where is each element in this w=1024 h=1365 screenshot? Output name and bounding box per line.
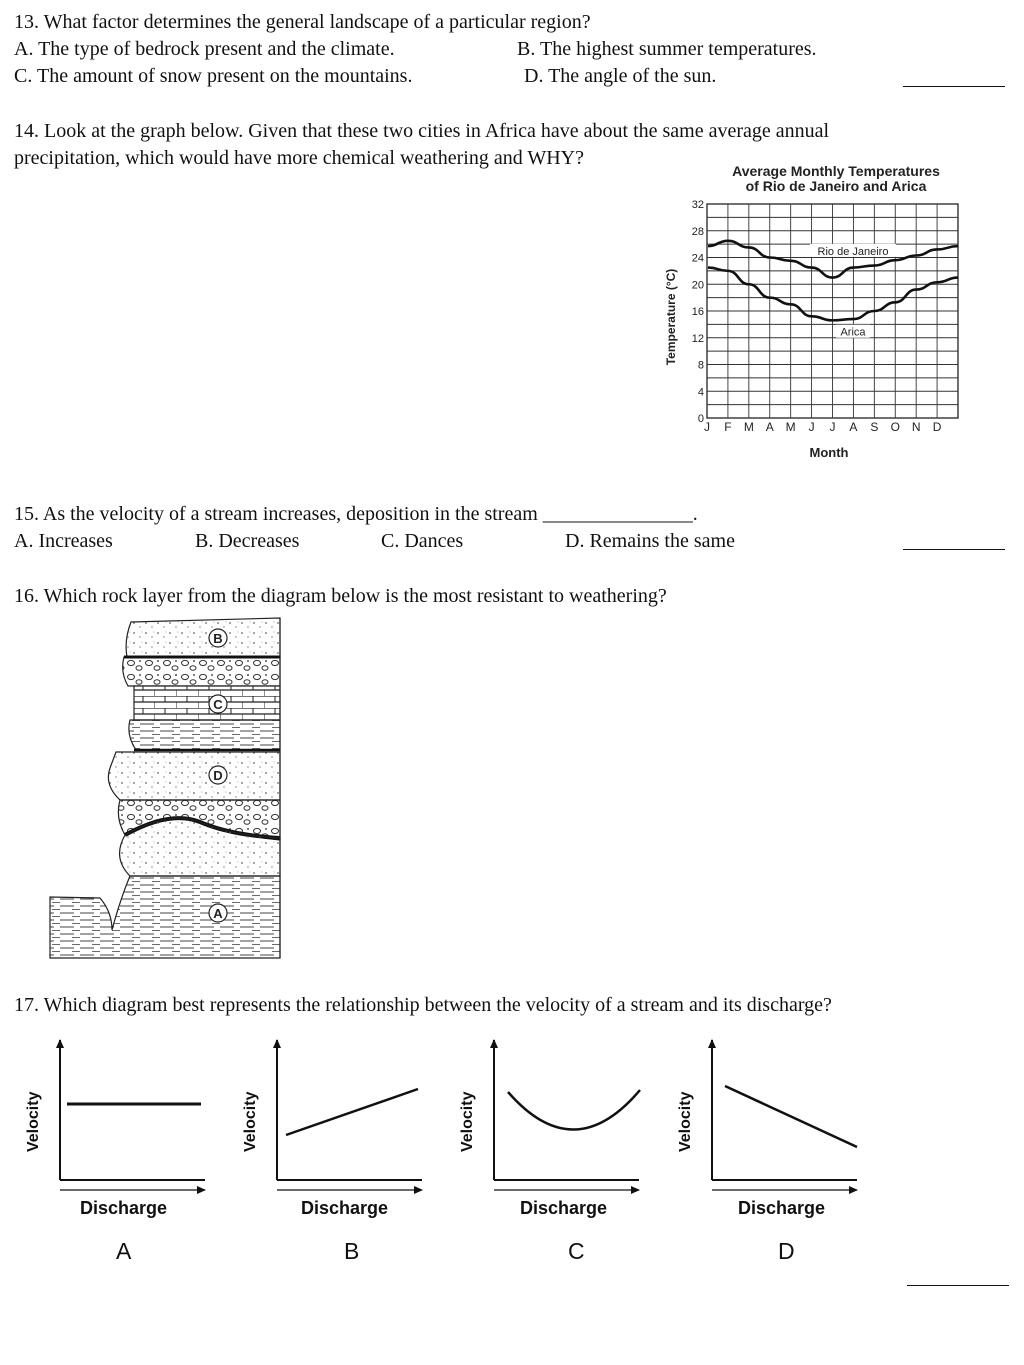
chart-title: Average Monthly Temperatures [732,163,940,179]
option-a-label: A [116,1238,132,1264]
graph-d [712,1040,857,1190]
q15-option-c: C. Dances [381,530,464,552]
chart-x-tick-label: S [870,420,879,434]
graph-d-y-label: Velocity [677,1091,694,1152]
chart-x-tick-label: D [932,420,942,434]
q15-option-d: D. Remains the same [565,530,735,552]
chart-x-tick-label: A [765,420,774,434]
chart-y-label: Temperature (°C) [664,268,678,366]
q13-stem: 13. What factor determines the general landscape of a particular region? [14,11,591,33]
graph-c-y-label: Velocity [459,1091,476,1152]
svg-text:A: A [213,906,223,921]
graph-a [60,1040,205,1190]
chart-y-tick-label: 28 [691,225,704,238]
option-c-label: C [568,1238,585,1264]
chart-x-tick-label: F [724,420,732,434]
chart-x-tick-label: J [808,420,815,434]
q17-answer-blank[interactable] [907,1285,1009,1286]
chart-y-tick-label: 20 [691,279,704,292]
chart-x-tick-label: A [849,420,858,434]
series-label-arica: Arica [840,326,866,339]
q13-option-a: A. The type of bedrock present and the climate. [14,38,395,60]
q15-option-a: A. Increases [14,530,113,552]
chart-subtitle: of Rio de Janeiro and Arica [745,178,927,194]
q14-line-1: 14. Look at the graph below. Given that these two cities in Africa have about the same average annual [14,120,830,142]
graph-a-y-label: Velocity [25,1091,42,1152]
chart-x-tick-label: J [704,420,710,434]
graph-a-x-label: Discharge [80,1198,168,1218]
q15-option-b: B. Decreases [195,530,300,552]
chart-y-tick-label: 8 [697,359,704,372]
chart-y-tick-label: 16 [691,306,704,318]
chart-y-tick-label: 24 [691,252,704,265]
graph-d-x-label: Discharge [738,1198,826,1218]
graph-b [277,1040,422,1190]
q14-line-2: precipitation, which would have more chemical weathering and WHY? [14,147,584,169]
graph-c [494,1040,640,1190]
chart-x-tick-label: J [829,420,836,434]
series-label-rio: Rio de Janeiro [817,245,889,258]
q16-stem: 16. Which rock layer from the diagram below is the most resistant to weathering? [14,585,667,607]
graph-b-y-label: Velocity [242,1091,259,1152]
chart-y-tick-label: 4 [697,386,704,399]
q15-stem: 15. As the velocity of a stream increases, deposition in the stream _______________. [14,503,698,525]
svg-text:C: C [213,697,223,712]
q17-stem: 17. Which diagram best represents the relationship between the velocity of a stream and its discharge? [14,994,832,1016]
svg-text:B: B [213,631,223,646]
option-b-label: B [344,1238,360,1264]
chart-y-tick-label: 0 [697,413,704,425]
graph-b-x-label: Discharge [301,1198,389,1218]
q13-option-b: B. The highest summer temperatures. [517,38,817,60]
chart-x-label: Month [809,445,849,460]
option-d-label: D [778,1238,795,1264]
chart-x-tick-label: M [785,420,796,434]
chart-y-tick-label: 32 [691,199,704,211]
svg-text:D: D [213,768,223,783]
chart-y-tick-label: 12 [691,332,704,345]
chart-x-tick-label: M [743,420,754,434]
q13-option-d: D. The angle of the sun. [524,65,717,87]
q13-option-c: C. The amount of snow present on the mountains. [14,65,413,87]
chart-x-tick-label: N [911,420,921,434]
graph-c-x-label: Discharge [520,1198,608,1218]
chart-x-tick-label: O [890,420,900,434]
